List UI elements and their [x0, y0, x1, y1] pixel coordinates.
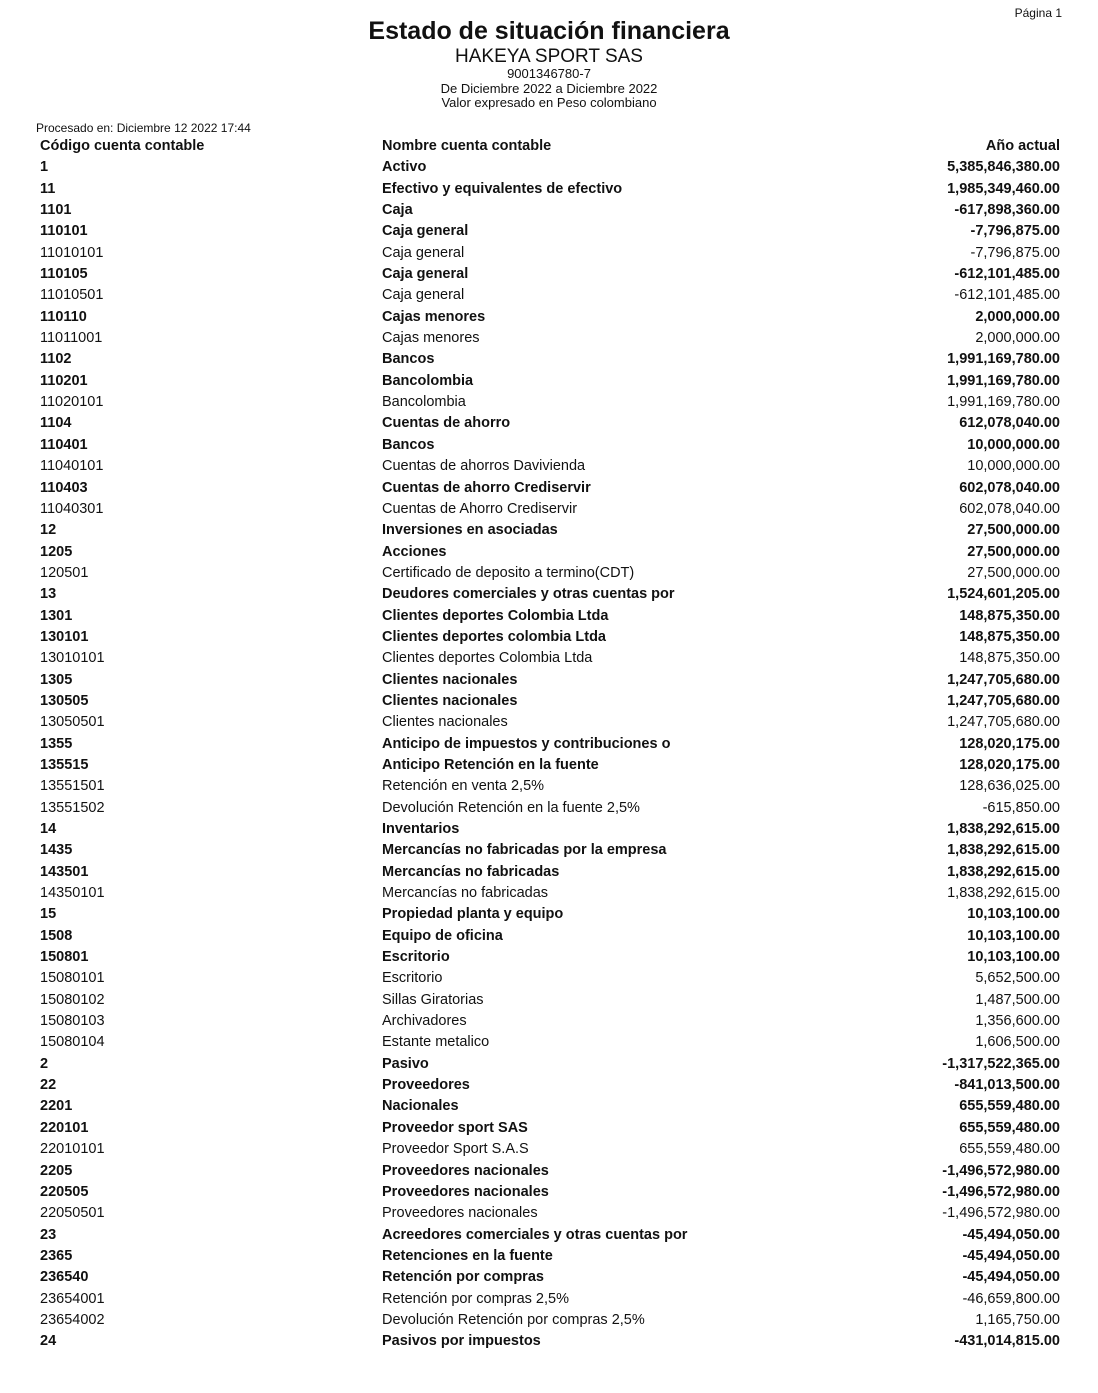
table-row: [40, 179, 1060, 200]
account-code: 150801: [40, 949, 89, 966]
table-row: [40, 926, 1060, 947]
processed-date: Procesado en: Diciembre 12 2022 17:44: [36, 121, 251, 135]
account-code: 22050501: [40, 1205, 105, 1222]
account-value: 1,991,169,780.00: [947, 394, 1060, 411]
account-name: Cuentas de ahorro Crediservir: [382, 479, 591, 496]
account-value: 655,559,480.00: [959, 1141, 1060, 1158]
account-name: Proveedor sport SAS: [382, 1119, 528, 1136]
account-value: 655,559,480.00: [959, 1098, 1060, 1115]
account-code: 13551501: [40, 778, 105, 795]
account-value: 148,875,350.00: [959, 628, 1060, 645]
table-row: [40, 691, 1060, 712]
table-row: [40, 371, 1060, 392]
table-row: [40, 1161, 1060, 1182]
account-name: Clientes nacionales: [382, 714, 508, 731]
table-row: [40, 947, 1060, 968]
account-name: Caja: [382, 202, 413, 219]
account-name: Clientes deportes Colombia Ltda: [382, 650, 593, 667]
account-code: 220101: [40, 1119, 89, 1136]
table-row: [40, 221, 1060, 242]
account-name: Clientes deportes Colombia Ltda: [382, 607, 609, 624]
account-name: Nacionales: [382, 1098, 459, 1115]
account-name: Bancos: [382, 351, 435, 368]
account-value: 602,078,040.00: [959, 500, 1060, 517]
account-name: Proveedores nacionales: [382, 1162, 549, 1179]
table-row: [40, 157, 1060, 178]
table-row: [40, 1289, 1060, 1310]
account-name: Deudores comerciales y otras cuentas por: [382, 586, 675, 603]
table-row: [40, 1182, 1060, 1203]
account-name: Archivadores: [382, 1013, 467, 1030]
account-code: 14350101: [40, 885, 105, 902]
table-row: [40, 307, 1060, 328]
column-header-name: Nombre cuenta contable: [382, 138, 552, 154]
account-name: Efectivo y equivalentes de efectivo: [382, 180, 623, 197]
account-code: 12: [40, 522, 57, 539]
account-value: 2,000,000.00: [975, 330, 1060, 347]
page-number: Página 1: [1014, 6, 1062, 20]
table-row: [40, 1310, 1060, 1331]
account-value: 10,000,000.00: [967, 436, 1060, 453]
account-value: -841,013,500.00: [954, 1077, 1060, 1094]
accounts-table: [40, 136, 1060, 1353]
account-code: 15080103: [40, 1013, 105, 1030]
table-row: [40, 200, 1060, 221]
account-value: -617,898,360.00: [954, 202, 1060, 219]
account-name: Clientes nacionales: [382, 692, 518, 709]
table-row: [40, 1139, 1060, 1160]
account-value: 1,165,750.00: [975, 1311, 1060, 1328]
account-value: 128,020,175.00: [959, 735, 1060, 752]
account-name: Estante metalico: [382, 1034, 490, 1051]
account-name: Certificado de deposito a termino(CDT): [382, 564, 635, 581]
account-value: 27,500,000.00: [967, 522, 1060, 539]
account-code: 11040301: [40, 500, 104, 517]
account-name: Cuentas de ahorros Davivienda: [382, 458, 586, 475]
account-name: Bancolombia: [382, 372, 474, 389]
table-row: [40, 1203, 1060, 1224]
account-code: 110401: [40, 436, 88, 453]
account-name: Bancolombia: [382, 394, 466, 411]
account-code: 135515: [40, 756, 89, 773]
account-name: Acciones: [382, 543, 447, 560]
table-row: [40, 478, 1060, 499]
table-row: [40, 435, 1060, 456]
account-value: 1,356,600.00: [975, 1013, 1060, 1030]
account-code: 1: [40, 159, 49, 176]
account-code: 130505: [40, 692, 89, 709]
table-row: [40, 1032, 1060, 1053]
table-row: [40, 862, 1060, 883]
table-row: [40, 1331, 1060, 1352]
table-body: [40, 157, 1060, 1352]
account-value: 1,487,500.00: [975, 991, 1060, 1008]
account-value: 2,000,000.00: [975, 308, 1060, 325]
table-row: [40, 798, 1060, 819]
account-code: 120501: [40, 564, 89, 581]
column-header-value: Año actual: [985, 138, 1060, 154]
account-value: -1,317,522,365.00: [942, 1055, 1060, 1072]
account-code: 11010101: [40, 244, 104, 261]
table-row: [40, 990, 1060, 1011]
account-value: -431,014,815.00: [954, 1333, 1060, 1350]
account-name: Caja general: [382, 266, 469, 283]
table-row: [40, 264, 1060, 285]
table-row: [40, 819, 1060, 840]
account-value: 1,838,292,615.00: [947, 885, 1060, 902]
account-name: Cajas menores: [382, 308, 486, 325]
account-value: -1,496,572,980.00: [942, 1183, 1060, 1200]
account-code: 11011001: [40, 330, 103, 347]
account-name: Propiedad planta y equipo: [382, 906, 564, 923]
account-value: -1,496,572,980.00: [942, 1205, 1060, 1222]
account-value: 27,500,000.00: [967, 564, 1060, 581]
table-row: [40, 499, 1060, 520]
table-row: [40, 584, 1060, 605]
account-name: Proveedores nacionales: [382, 1183, 549, 1200]
account-name: Cuentas de Ahorro Crediservir: [382, 500, 578, 517]
table-row: [40, 1075, 1060, 1096]
account-code: 24: [40, 1333, 57, 1350]
account-name: Retenciones en la fuente: [382, 1247, 553, 1264]
account-value: 148,875,350.00: [959, 607, 1060, 624]
account-code: 23654001: [40, 1290, 105, 1307]
table-row: [40, 606, 1060, 627]
account-value: 1,524,601,205.00: [947, 586, 1060, 603]
account-code: 23654002: [40, 1311, 105, 1328]
table-row: [40, 968, 1060, 989]
account-code: 1435: [40, 842, 73, 859]
account-code: 13: [40, 586, 57, 603]
account-name: Retención en venta 2,5%: [382, 778, 545, 795]
account-name: Pasivos por impuestos: [382, 1333, 541, 1350]
account-code: 11020101: [40, 394, 104, 411]
account-value: 1,606,500.00: [975, 1034, 1060, 1051]
account-name: Devolución Retención en la fuente 2,5%: [382, 799, 640, 816]
table-row: [40, 1096, 1060, 1117]
account-value: 10,000,000.00: [967, 458, 1060, 475]
account-value: -612,101,485.00: [954, 266, 1060, 283]
table-row: [40, 883, 1060, 904]
account-code: 11010501: [40, 287, 104, 304]
account-value: -46,659,800.00: [962, 1290, 1060, 1307]
table-row: [40, 648, 1060, 669]
account-code: 1101: [40, 202, 72, 219]
account-name: Devolución Retención por compras 2,5%: [382, 1311, 645, 1328]
account-value: 10,103,100.00: [967, 927, 1060, 944]
account-name: Activo: [382, 159, 427, 176]
account-name: Inversiones en asociadas: [382, 522, 558, 539]
account-code: 1508: [40, 927, 73, 944]
account-code: 13010101: [40, 650, 105, 667]
table-row: [40, 520, 1060, 541]
account-name: Bancos: [382, 436, 435, 453]
table-row: [40, 1011, 1060, 1032]
table-row: [40, 1246, 1060, 1267]
account-name: Retención por compras 2,5%: [382, 1290, 569, 1307]
account-code: 220505: [40, 1183, 89, 1200]
table-row: [40, 243, 1060, 264]
account-name: Acreedores comerciales y otras cuentas por: [382, 1226, 688, 1243]
account-value: -612,101,485.00: [954, 287, 1060, 304]
account-name: Anticipo Retención en la fuente: [382, 756, 599, 773]
account-name: Caja general: [382, 244, 465, 261]
company-nit: 9001346780-7: [507, 66, 591, 82]
account-name: Mercancías no fabricadas: [382, 863, 560, 880]
account-name: Caja general: [382, 223, 469, 240]
account-name: Pasivo: [382, 1055, 429, 1072]
account-value: -1,496,572,980.00: [942, 1162, 1060, 1179]
account-code: 1102: [40, 351, 72, 368]
account-name: Cajas menores: [382, 330, 480, 347]
column-header-code: Código cuenta contable: [40, 138, 205, 154]
table-row: [40, 734, 1060, 755]
account-value: 5,385,846,380.00: [947, 159, 1060, 176]
table-row: [40, 904, 1060, 925]
account-code: 11: [40, 180, 56, 197]
account-value: 655,559,480.00: [959, 1119, 1060, 1136]
account-name: Escritorio: [382, 949, 450, 966]
company-name: HAKEYA SPORT SAS: [455, 45, 643, 67]
account-value: -45,494,050.00: [962, 1247, 1060, 1264]
table-row: [40, 392, 1060, 413]
account-code: 15080102: [40, 991, 105, 1008]
table-header: [40, 136, 1060, 157]
account-name: Cuentas de ahorro: [382, 415, 511, 432]
table-row: [40, 670, 1060, 691]
account-value: -7,796,875.00: [970, 223, 1060, 240]
account-code: 130101: [40, 628, 89, 645]
table-row: [40, 285, 1060, 306]
account-code: 1355: [40, 735, 73, 752]
table-row: [40, 563, 1060, 584]
account-name: Proveedores: [382, 1077, 470, 1094]
account-name: Mercancías no fabricadas por la empresa: [382, 842, 667, 859]
account-name: Mercancías no fabricadas: [382, 885, 549, 902]
account-code: 2201: [40, 1098, 73, 1115]
account-value: 1,247,705,680.00: [947, 714, 1060, 731]
account-code: 110105: [40, 266, 88, 283]
account-code: 15080104: [40, 1034, 105, 1051]
account-value: 148,875,350.00: [959, 650, 1060, 667]
table-row: [40, 1054, 1060, 1075]
account-value: 1,991,169,780.00: [947, 351, 1060, 368]
account-name: Retención por compras: [382, 1269, 544, 1286]
account-name: Sillas Giratorias: [382, 991, 484, 1008]
account-code: 14: [40, 821, 57, 837]
account-name: Inventarios: [382, 821, 460, 837]
account-name: Caja general: [382, 287, 465, 304]
table-row: [40, 328, 1060, 349]
report-title: Estado de situación financiera: [368, 17, 730, 45]
account-code: 110101: [40, 223, 88, 240]
table-row: [40, 456, 1060, 477]
table-row: [40, 542, 1060, 563]
account-value: 128,636,025.00: [959, 778, 1060, 795]
account-code: 2: [40, 1055, 49, 1072]
account-code: 23: [40, 1226, 57, 1243]
account-name: Proveedores nacionales: [382, 1205, 538, 1222]
account-value: 1,991,169,780.00: [947, 372, 1060, 389]
account-value: -45,494,050.00: [962, 1226, 1060, 1243]
table-row: [40, 349, 1060, 370]
table-row: [40, 712, 1060, 733]
account-value: 10,103,100.00: [967, 906, 1060, 923]
account-name: Escritorio: [382, 970, 443, 987]
table-row: [40, 627, 1060, 648]
account-code: 1104: [40, 415, 72, 432]
account-value: 1,247,705,680.00: [947, 692, 1060, 709]
account-code: 15: [40, 906, 57, 923]
table-row: [40, 755, 1060, 776]
account-code: 2365: [40, 1247, 73, 1264]
account-value: -7,796,875.00: [970, 244, 1060, 261]
account-code: 110201: [40, 372, 88, 389]
account-code: 13050501: [40, 714, 105, 731]
account-value: 10,103,100.00: [967, 949, 1060, 966]
account-value: 612,078,040.00: [959, 415, 1060, 432]
table-row: [40, 1118, 1060, 1139]
account-value: 1,838,292,615.00: [947, 842, 1060, 859]
account-name: Proveedor Sport S.A.S: [382, 1141, 529, 1158]
account-value: -45,494,050.00: [962, 1269, 1060, 1286]
report-header: [0, 18, 1098, 110]
table-row: [40, 1267, 1060, 1288]
table-row: [40, 413, 1060, 434]
account-code: 22010101: [40, 1141, 105, 1158]
account-name: Clientes deportes colombia Ltda: [382, 628, 606, 645]
report-period: De Diciembre 2022 a Diciembre 2022: [440, 80, 658, 96]
account-value: 5,652,500.00: [975, 970, 1060, 987]
account-code: 15080101: [40, 970, 105, 987]
account-value: 602,078,040.00: [959, 479, 1060, 496]
account-code: 236540: [40, 1269, 89, 1286]
account-value: 1,838,292,615.00: [947, 863, 1060, 880]
account-code: 11040101: [40, 458, 104, 475]
account-code: 110403: [40, 479, 88, 496]
account-code: 13551502: [40, 799, 105, 816]
table-row: [40, 1225, 1060, 1246]
table-row: [40, 840, 1060, 861]
account-code: 143501: [40, 863, 89, 880]
account-value: 1,247,705,680.00: [947, 671, 1060, 688]
account-code: 1205: [40, 543, 73, 560]
account-code: 22: [40, 1077, 57, 1094]
account-value: 1,985,349,460.00: [947, 180, 1060, 197]
account-name: Equipo de oficina: [382, 927, 503, 944]
table-row: [40, 776, 1060, 797]
account-code: 2205: [40, 1162, 73, 1179]
account-value: 128,020,175.00: [959, 756, 1060, 773]
account-name: Anticipo de impuestos y contribuciones o: [382, 735, 671, 752]
account-value: 1,838,292,615.00: [947, 821, 1060, 837]
account-name: Clientes nacionales: [382, 671, 518, 688]
account-code: 1305: [40, 671, 73, 688]
account-code: 110110: [40, 308, 87, 325]
account-value: -615,850.00: [982, 799, 1060, 816]
currency-note: Valor expresado en Peso colombiano: [441, 94, 657, 110]
account-code: 1301: [40, 607, 73, 624]
account-value: 27,500,000.00: [967, 543, 1060, 560]
